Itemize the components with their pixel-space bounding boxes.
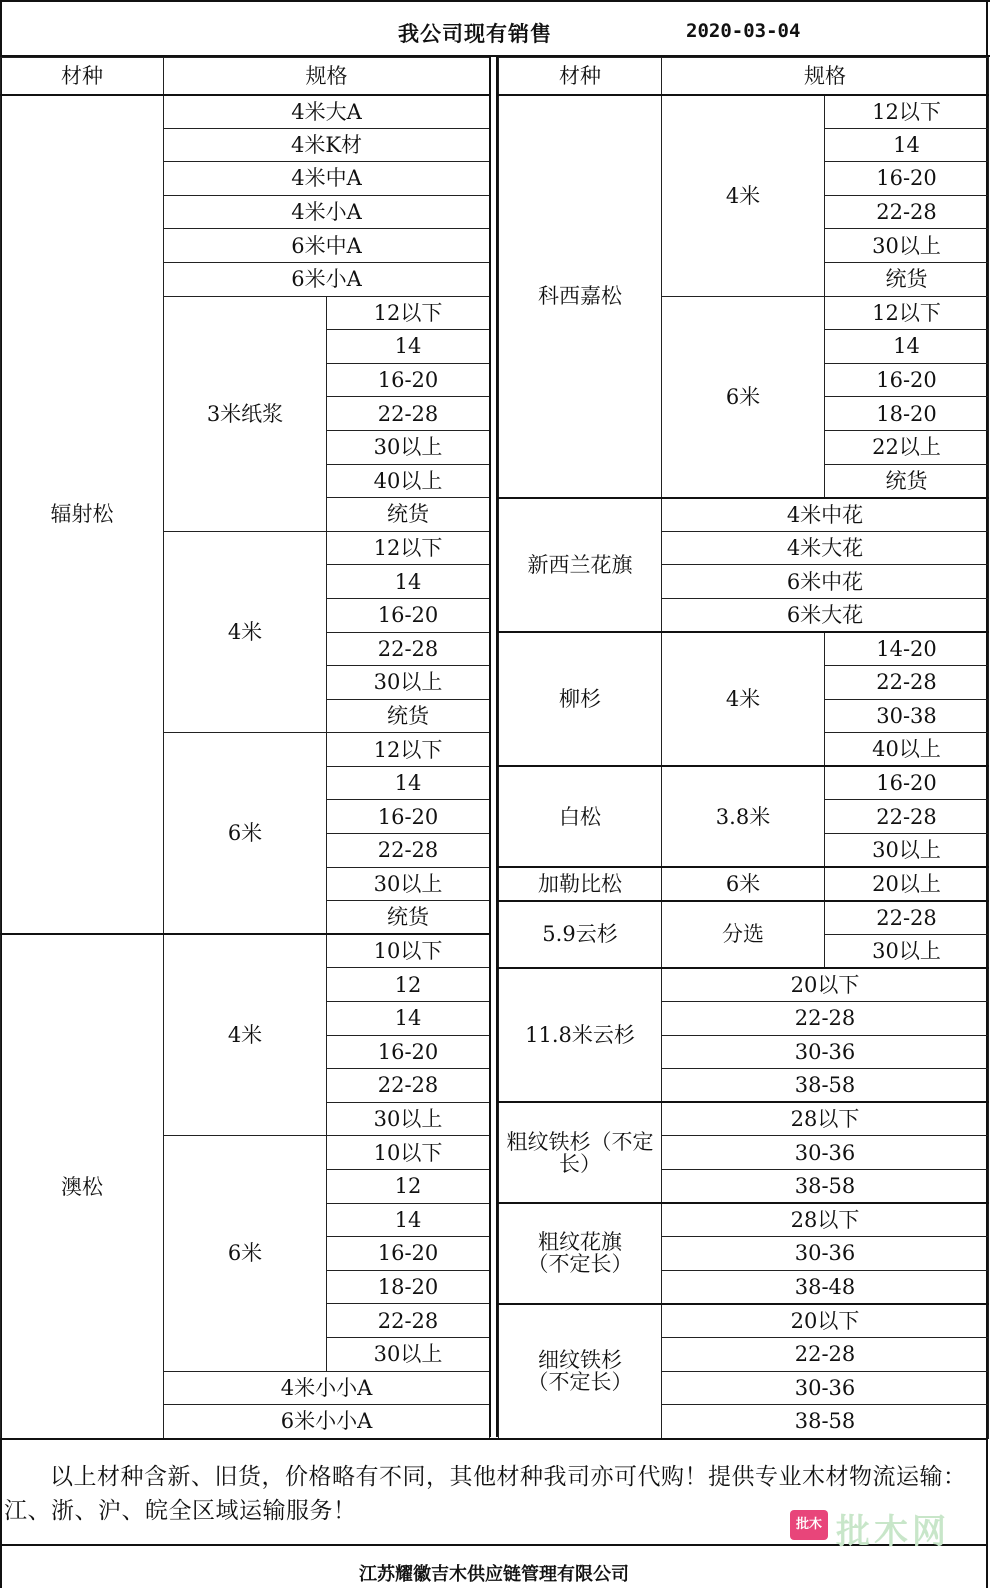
spec-cell: 30-36	[662, 1237, 989, 1271]
spec-cell: 40以上	[327, 464, 490, 498]
spec-cell: 6米小A	[164, 262, 490, 296]
spec-cell: 统货	[825, 262, 989, 296]
spec-cell: 12	[327, 968, 490, 1002]
sheet-header	[2, 0, 990, 57]
spec-cell: 22-28	[825, 195, 989, 229]
spec-cell: 16-20	[825, 766, 989, 800]
group-cell: 6米	[164, 1136, 327, 1371]
spec-cell: 10以下	[327, 1136, 490, 1170]
spec-cell: 统货	[327, 498, 490, 532]
left-stock-table	[0, 57, 490, 1439]
spec-cell: 38-58	[662, 1405, 989, 1439]
species-cell	[499, 1304, 662, 1438]
spec-cell: 22-28	[327, 397, 490, 431]
spec-cell: 22以上	[825, 430, 989, 464]
sheet-title: 我公司现有销售	[398, 21, 552, 46]
spec-cell: 4米小A	[164, 195, 490, 229]
species-cell	[499, 1203, 662, 1304]
species-cell: 柳杉	[499, 632, 662, 766]
spec-cell: 4米大A	[164, 95, 490, 129]
spec-cell: 12	[327, 1170, 490, 1204]
species-name-line: （不定长）	[527, 1252, 633, 1277]
species-cell: 澳松	[1, 934, 164, 1438]
spec-cell: 30-36	[662, 1035, 989, 1069]
group-cell: 4米	[164, 531, 327, 733]
species-cell: 白松	[499, 766, 662, 867]
spec-cell: 16-20	[825, 363, 989, 397]
spec-cell: 6米中花	[662, 565, 989, 599]
spec-cell: 14	[825, 330, 989, 364]
spec-cell: 38-58	[662, 1069, 989, 1103]
spec-cell: 6米小小A	[164, 1405, 490, 1439]
spec-cell: 4米中花	[662, 498, 989, 532]
spec-cell: 22-28	[327, 1069, 490, 1103]
spec-cell: 40以上	[825, 733, 989, 767]
spec-cell: 20以下	[662, 968, 989, 1002]
spec-cell: 4米中A	[164, 162, 490, 196]
spec-cell: 30-36	[662, 1136, 989, 1170]
spec-cell: 30以上	[327, 666, 490, 700]
spec-cell: 16-20	[327, 1035, 490, 1069]
logo-text: 批木网	[836, 1512, 950, 1552]
group-cell: 3.8米	[662, 766, 825, 867]
company-name: 江苏耀徽吉木供应链管理有限公司	[359, 1564, 629, 1585]
spec-cell: 30以上	[825, 834, 989, 868]
spec-cell: 10以下	[327, 934, 490, 968]
sheet-date: 2020-03-04	[686, 20, 801, 42]
group-cell: 6米	[164, 733, 327, 935]
spec-cell: 30以上	[327, 1337, 490, 1371]
spec-cell: 22-28	[327, 1304, 490, 1338]
spec-cell: 14	[327, 1203, 490, 1237]
spec-cell: 22-28	[825, 901, 989, 935]
species-cell: 科西嘉松	[499, 95, 662, 498]
spec-cell: 16-20	[825, 162, 989, 196]
spec-cell: 4米K材	[164, 128, 490, 162]
spec-cell: 30以上	[825, 934, 989, 968]
spec-cell: 28以下	[662, 1102, 989, 1136]
species-cell: 辐射松	[1, 95, 164, 935]
spec-cell: 14	[327, 330, 490, 364]
group-cell: 4米	[662, 95, 825, 297]
species-name-line: 粗纹花旗	[538, 1230, 622, 1255]
spec-cell: 6米中A	[164, 229, 490, 263]
spec-cell: 16-20	[327, 598, 490, 632]
group-cell: 4米	[662, 632, 825, 766]
spec-cell: 16-20	[327, 1237, 490, 1271]
spec-cell: 14	[327, 766, 490, 800]
spec-cell: 30-36	[662, 1371, 989, 1405]
group-cell: 分选	[662, 901, 825, 968]
column-header-spec: 规格	[164, 58, 490, 95]
spec-cell: 14	[825, 128, 989, 162]
spec-cell: 22-28	[327, 834, 490, 868]
spec-cell: 22-28	[327, 632, 490, 666]
spec-cell: 4米小小A	[164, 1371, 490, 1405]
spec-cell: 12以下	[327, 733, 490, 767]
spec-cell: 统货	[327, 901, 490, 935]
species-cell: 5.9云杉	[499, 901, 662, 968]
spec-cell: 12以下	[825, 296, 989, 330]
spec-cell: 22-28	[825, 800, 989, 834]
spec-cell: 20以下	[662, 1304, 989, 1338]
spec-cell: 14	[327, 1002, 490, 1036]
spec-cell: 30以上	[327, 430, 490, 464]
spec-cell: 30以上	[825, 229, 989, 263]
spec-cell: 6米大花	[662, 598, 989, 632]
spec-cell: 18-20	[825, 397, 989, 431]
table-separator	[489, 57, 498, 1437]
group-cell: 6米	[662, 867, 825, 901]
spec-cell: 16-20	[327, 800, 490, 834]
spec-cell: 30以上	[327, 1102, 490, 1136]
spec-cell: 38-58	[662, 1170, 989, 1204]
column-header-species: 材种	[1, 58, 164, 95]
species-name-line: 细纹铁杉	[538, 1348, 622, 1373]
species-cell: 加勒比松	[499, 867, 662, 901]
group-cell: 3米纸浆	[164, 296, 327, 531]
spec-cell: 28以下	[662, 1203, 989, 1237]
site-logo	[790, 1504, 980, 1552]
column-header-spec: 规格	[662, 58, 989, 95]
column-header-species: 材种	[499, 58, 662, 95]
spec-cell: 12以下	[825, 95, 989, 129]
spec-cell: 统货	[825, 464, 989, 498]
species-cell: 粗纹铁杉（不定长）	[499, 1102, 662, 1203]
logo-badge-icon: 批木	[790, 1510, 828, 1540]
spec-cell: 12以下	[327, 296, 490, 330]
species-cell: 新西兰花旗	[499, 498, 662, 632]
group-cell: 6米	[662, 296, 825, 498]
spec-cell: 14-20	[825, 632, 989, 666]
species-name-line: （不定长）	[527, 1370, 633, 1395]
spec-cell: 统货	[327, 699, 490, 733]
spec-cell: 30以上	[327, 867, 490, 901]
spec-cell: 18-20	[327, 1270, 490, 1304]
spec-cell: 22-28	[662, 1337, 989, 1371]
notes-text: 以上材种含新、旧货，价格略有不同，其他材种我司亦可代购！提供专业木材物流运输：江、浙、沪、皖全区域运输服务！	[4, 1464, 967, 1524]
spec-cell: 16-20	[327, 363, 490, 397]
right-stock-table	[498, 57, 989, 1439]
spec-cell: 14	[327, 565, 490, 599]
spec-cell: 22-28	[662, 1002, 989, 1036]
species-cell: 11.8米云杉	[499, 968, 662, 1102]
spec-cell: 22-28	[825, 666, 989, 700]
spec-cell: 38-48	[662, 1270, 989, 1304]
spec-cell: 20以上	[825, 867, 989, 901]
group-cell: 4米	[164, 934, 327, 1136]
spec-cell: 4米大花	[662, 531, 989, 565]
spec-cell: 30-38	[825, 699, 989, 733]
footer	[0, 1546, 988, 1588]
spec-cell: 12以下	[327, 531, 490, 565]
